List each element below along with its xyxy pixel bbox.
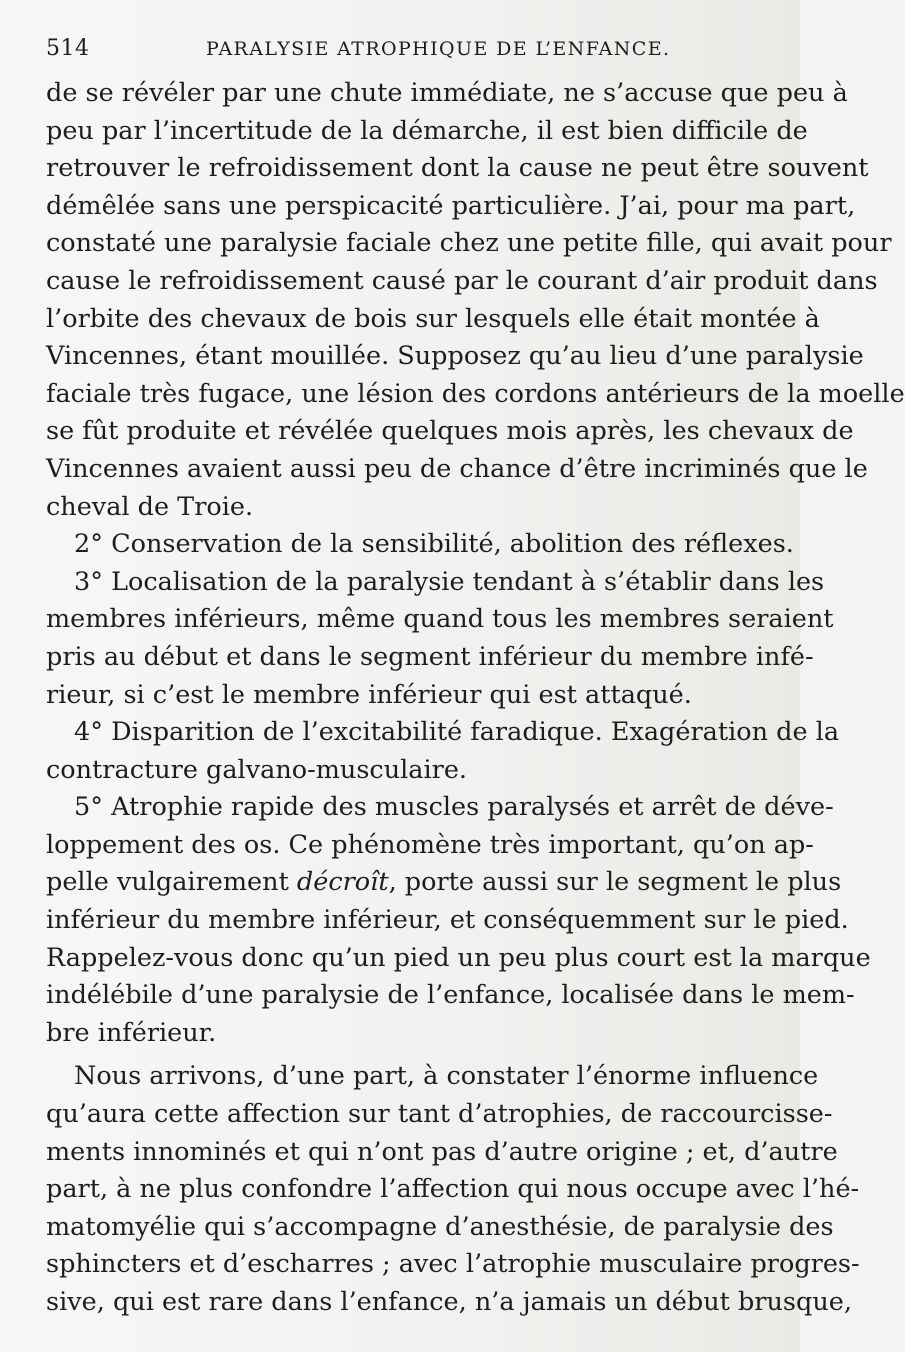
- text-line: Vincennes avaient aussi peu de chance d’être incriminés que le: [46, 453, 868, 484]
- text-line: ments innominés et qui n’ont pas d’autre origine ; et, d’autre: [46, 1136, 838, 1167]
- text-line: inférieur du membre inférieur, et conséquemment sur le pied.: [46, 905, 849, 936]
- text-line: sive, qui est rare dans l’enfance, n’a jamais un début brusque,: [46, 1287, 852, 1317]
- page-number: 514: [46, 36, 90, 61]
- text-line: se fût produite et révélée quelques mois après, les chevaux de: [46, 416, 854, 447]
- italic-term: décroît: [296, 867, 389, 898]
- text-line: cause le refroidissement causé par le courant d’air produit dans: [46, 265, 878, 296]
- text-line: de se révéler par une chute immédiate, ne s’accuse que peu à: [46, 78, 848, 108]
- text-line: contracture galvano-musculaire.: [46, 754, 468, 785]
- text-line: l’orbite des chevaux de bois sur lesquels elle était montée à: [46, 303, 820, 334]
- text-line: part, à ne plus confondre l’affection qui nous occupe avec l’hé-: [46, 1174, 860, 1205]
- text-line: sphincters et d’escharres ; avec l’atrophie musculaire progres-: [46, 1249, 860, 1280]
- text-line: constaté une paralysie faciale chez une petite fille, qui avait pour: [46, 228, 892, 259]
- text-line: bre inférieur.: [46, 1017, 217, 1048]
- text-line: matomyélie qui s’accompagne d’anesthésie, de paralysie des: [46, 1211, 834, 1242]
- text-segment: pelle vulgairement: [46, 867, 289, 898]
- text-line: indélébile d’une paralysie de l’enfance, localisée dans le mem-: [46, 980, 855, 1011]
- text-line: Vincennes, étant mouillée. Supposez qu’au lieu d’une paralysie: [46, 341, 864, 372]
- text-line: cheval de Troie.: [46, 491, 254, 522]
- text-line: faciale très fugace, une lésion des cordons antérieurs de la moelle: [46, 378, 905, 409]
- text-line-with-italic: [46, 864, 842, 902]
- list-item-4: 4° Disparition de l’excitabilité faradique. Exagération de la: [74, 717, 840, 748]
- text-line: qu’aura cette affection sur tant d’atrophies, de raccourcisse-: [46, 1099, 833, 1130]
- list-item-2: 2° Conservation de la sensibilité, abolition des réflexes.: [74, 529, 794, 560]
- text-line: membres inférieurs, même quand tous les membres seraient: [46, 604, 834, 635]
- text-segment: , porte aussi sur le segment le plus: [388, 867, 842, 898]
- text-line: retrouver le refroidissement dont la cause ne peut être souvent: [46, 153, 869, 184]
- text-line: Rappelez-vous donc qu’un pied un peu plus court est la marque: [46, 942, 871, 973]
- text-line: pris au début et dans le segment inférieur du membre infé-: [46, 641, 814, 672]
- paragraph-start: Nous arrivons, d’une part, à constater l’énorme influence: [74, 1061, 819, 1092]
- text-line: loppement des os. Ce phénomène très important, qu’on ap-: [46, 829, 814, 860]
- text-line: rieur, si c’est le membre inférieur qui est attaqué.: [46, 679, 692, 710]
- text-line: démêlée sans une perspicacité particulière. J’ai, pour ma part,: [46, 190, 856, 221]
- page-header: [46, 36, 758, 68]
- running-title: PARALYSIE ATROPHIQUE DE L’ENFANCE.: [206, 38, 671, 60]
- body-text: [46, 75, 905, 1322]
- list-item-5: 5° Atrophie rapide des muscles paralysés et arrêt de déve-: [74, 792, 834, 823]
- list-item-3: 3° Localisation de la paralysie tendant à s’établir dans les: [74, 566, 825, 597]
- text-line: peu par l’incertitude de la démarche, il est bien difficile de: [46, 115, 808, 146]
